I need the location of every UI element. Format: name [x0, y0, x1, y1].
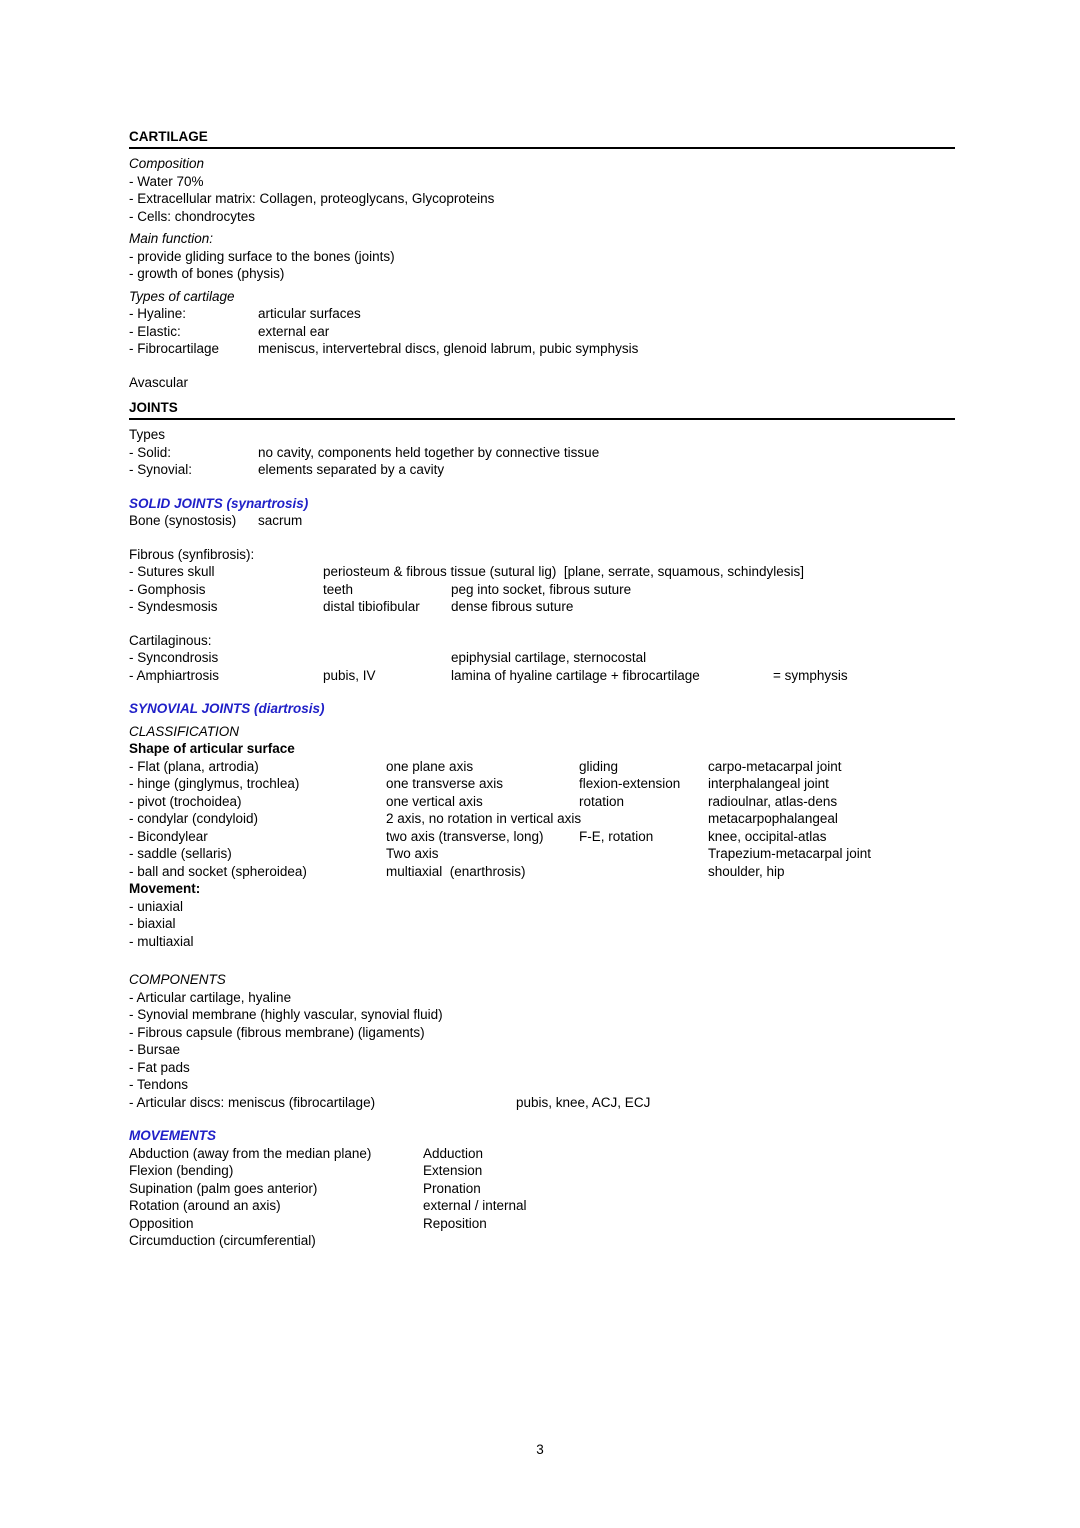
table-cell: teeth [323, 581, 354, 597]
table-row [129, 323, 955, 341]
table-classification [129, 758, 955, 881]
table-cell: Trapezium-metacarpal joint [708, 846, 872, 861]
text-line: Shape of articular surface [129, 741, 295, 756]
heading-joints: JOINTS [129, 400, 955, 420]
table-cell: - Flat (plana, artrodia) [129, 758, 259, 774]
table-cell: multiaxial (enarthrosis) [386, 863, 526, 879]
table-row [129, 1162, 955, 1180]
table-cell: external / internal [423, 1198, 527, 1213]
table-cell: Pronation [423, 1180, 481, 1196]
table-cell: gliding [579, 758, 619, 774]
text-line: - uniaxial [129, 898, 184, 914]
table-cell: one transverse axis [386, 776, 504, 791]
table-cartilaginous [129, 649, 955, 684]
table-cell: - Amphiartrosis [129, 667, 220, 683]
text-line: - provide gliding surface to the bones (joints) [129, 248, 395, 264]
table-cell: - Synovial: [129, 462, 193, 477]
table-row [129, 1180, 955, 1198]
text-line: - Articular cartilage, hyaline [129, 989, 292, 1005]
table-row [129, 512, 955, 530]
table-row [129, 649, 955, 667]
table-cell: flexion-extension [579, 776, 681, 791]
table-cell: lamina of hyaline cartilage + fibrocartilage [451, 667, 700, 683]
table-cell: radioulnar, atlas-dens [708, 793, 838, 809]
text-line: - Extracellular matrix: Collagen, proteoglycans, Glycoproteins [129, 191, 495, 206]
table-cell: - saddle (sellaris) [129, 846, 232, 861]
blank-line [129, 479, 955, 495]
text-line: Types [129, 427, 166, 442]
table-cell: rotation [579, 793, 625, 809]
table-row [129, 1197, 955, 1215]
table-cell: shoulder, hip [708, 863, 785, 879]
document-content [129, 129, 955, 1250]
table-row [129, 598, 955, 616]
table-cell: - condylar (condyloid) [129, 811, 259, 826]
blank-line [129, 684, 955, 700]
text-line: - growth of bones (physis) [129, 266, 285, 281]
text-line: - Bursae [129, 1042, 181, 1057]
table-cell: Reposition [423, 1215, 487, 1231]
table-cell: - Gomphosis [129, 581, 206, 597]
blank-line [129, 616, 955, 632]
table-discs [129, 1094, 955, 1112]
table-cell: - Solid: [129, 444, 172, 460]
table-row [129, 1232, 955, 1250]
text-line: - Fat pads [129, 1059, 190, 1075]
table-cell: Abduction (away from the median plane) [129, 1145, 372, 1161]
table-row [129, 581, 955, 599]
table-cell: two axis (transverse, long) [386, 828, 544, 844]
table-cell: external ear [258, 323, 330, 339]
table-cell: - hinge (ginglymus, trochlea) [129, 776, 300, 791]
table-cell: Opposition [129, 1215, 194, 1231]
text-line: Movement: [129, 881, 201, 896]
text-line: - Water 70% [129, 173, 204, 189]
table-cartilage-types [129, 305, 955, 358]
table-cell: interphalangeal joint [708, 776, 829, 791]
table-cell: = symphysis [773, 667, 848, 683]
text-line: Types of cartilage [129, 288, 235, 304]
text-line: - Cells: chondrocytes [129, 208, 256, 224]
table-row [129, 340, 955, 358]
table-cell: sacrum [258, 513, 303, 528]
table-cell: pubis, IV [323, 667, 376, 683]
table-joint-types [129, 444, 955, 479]
table-row [129, 1215, 955, 1233]
table-cell: dense fibrous suture [451, 599, 574, 614]
heading-synovial-joints: SYNOVIAL JOINTS (diartrosis) [129, 701, 325, 716]
table-row [129, 305, 955, 323]
text-line: - biaxial [129, 916, 176, 931]
table-cell: pubis, knee, ACJ, ECJ [516, 1094, 651, 1110]
text-line: Avascular [129, 374, 189, 390]
table-cell: - Hyaline: [129, 306, 187, 321]
text-line: Main function: [129, 231, 214, 246]
table-cell: Two axis [386, 846, 439, 861]
table-cell: periosteum & fibrous tissue (sutural lig) [plane, serrate, squamous, schindylesis] [323, 564, 804, 579]
text-line: - multiaxial [129, 933, 194, 949]
table-row [129, 845, 955, 863]
blank-line [129, 950, 955, 966]
table-row [129, 444, 955, 462]
table-cell: no cavity, components held together by connective tissue [258, 444, 600, 460]
table-cell: knee, occipital-atlas [708, 828, 827, 844]
blank-line [129, 358, 955, 374]
heading-cartilage: CARTILAGE [129, 129, 955, 149]
table-row [129, 863, 955, 881]
table-row [129, 828, 955, 846]
table-row [129, 667, 955, 685]
table-row [129, 1094, 955, 1112]
table-cell: distal tibiofibular [323, 599, 420, 614]
page-number: 3 [536, 1442, 544, 1457]
blank-line [129, 530, 955, 546]
table-cell: Adduction [423, 1145, 484, 1161]
text-line: CLASSIFICATION [129, 723, 240, 739]
table-row [129, 775, 955, 793]
table-cell: meniscus, intervertebral discs, glenoid labrum, pubic symphysis [258, 341, 639, 356]
table-cell: Rotation (around an axis) [129, 1198, 281, 1213]
table-cell: peg into socket, fibrous suture [451, 581, 632, 597]
table-row [129, 1145, 955, 1163]
table-cell: Flexion (bending) [129, 1163, 234, 1178]
table-cell: - Syndesmosis [129, 599, 218, 614]
table-cell: Bone (synostosis) [129, 513, 237, 528]
heading-solid-joints: SOLID JOINTS (synartrosis) [129, 495, 309, 511]
table-cell: elements separated by a cavity [258, 462, 445, 477]
table-row [129, 461, 955, 479]
table-cell: metacarpophalangeal [708, 811, 838, 826]
table-cell: - Sutures skull [129, 564, 215, 579]
table-row [129, 793, 955, 811]
text-line: Fibrous (synfibrosis): [129, 546, 255, 562]
table-cell: carpo-metacarpal joint [708, 758, 842, 774]
table-cell: - Fibrocartilage [129, 341, 220, 356]
table-cell: 2 axis, no rotation in vertical axis [386, 811, 582, 826]
table-cell: F-E, rotation [579, 828, 654, 844]
text-line: Cartilaginous: [129, 632, 212, 648]
table-fibrous [129, 563, 955, 616]
table-cell: - Articular discs: meniscus (fibrocartilage) [129, 1094, 376, 1110]
table-cell: one plane axis [386, 758, 474, 774]
table-cell: - pivot (trochoidea) [129, 793, 242, 809]
table-cell: epiphysial cartilage, sternocostal [451, 650, 647, 665]
table-cell: articular surfaces [258, 306, 361, 321]
table-cell: Circumduction (circumferential) [129, 1233, 316, 1248]
text-line: Composition [129, 156, 205, 171]
text-line: - Synovial membrane (highly vascular, synovial fluid) [129, 1007, 443, 1022]
table-row [129, 563, 955, 581]
table-cell: Supination (palm goes anterior) [129, 1180, 318, 1196]
table-cell: - ball and socket (spheroidea) [129, 863, 307, 879]
heading-movements: MOVEMENTS [129, 1128, 217, 1143]
table-cell: one vertical axis [386, 793, 483, 809]
table-cell: - Bicondylear [129, 828, 208, 844]
text-line: - Fibrous capsule (fibrous membrane) (ligaments) [129, 1024, 425, 1040]
table-row [129, 758, 955, 776]
table-cell: - Elastic: [129, 323, 181, 339]
text-line: - Tendons [129, 1077, 189, 1092]
table-cell: - Syncondrosis [129, 650, 219, 665]
table-movements [129, 1145, 955, 1250]
blank-line [129, 1111, 955, 1127]
table-bone [129, 512, 955, 530]
table-row [129, 810, 955, 828]
text-line: COMPONENTS [129, 972, 226, 987]
table-cell: Extension [423, 1163, 483, 1178]
